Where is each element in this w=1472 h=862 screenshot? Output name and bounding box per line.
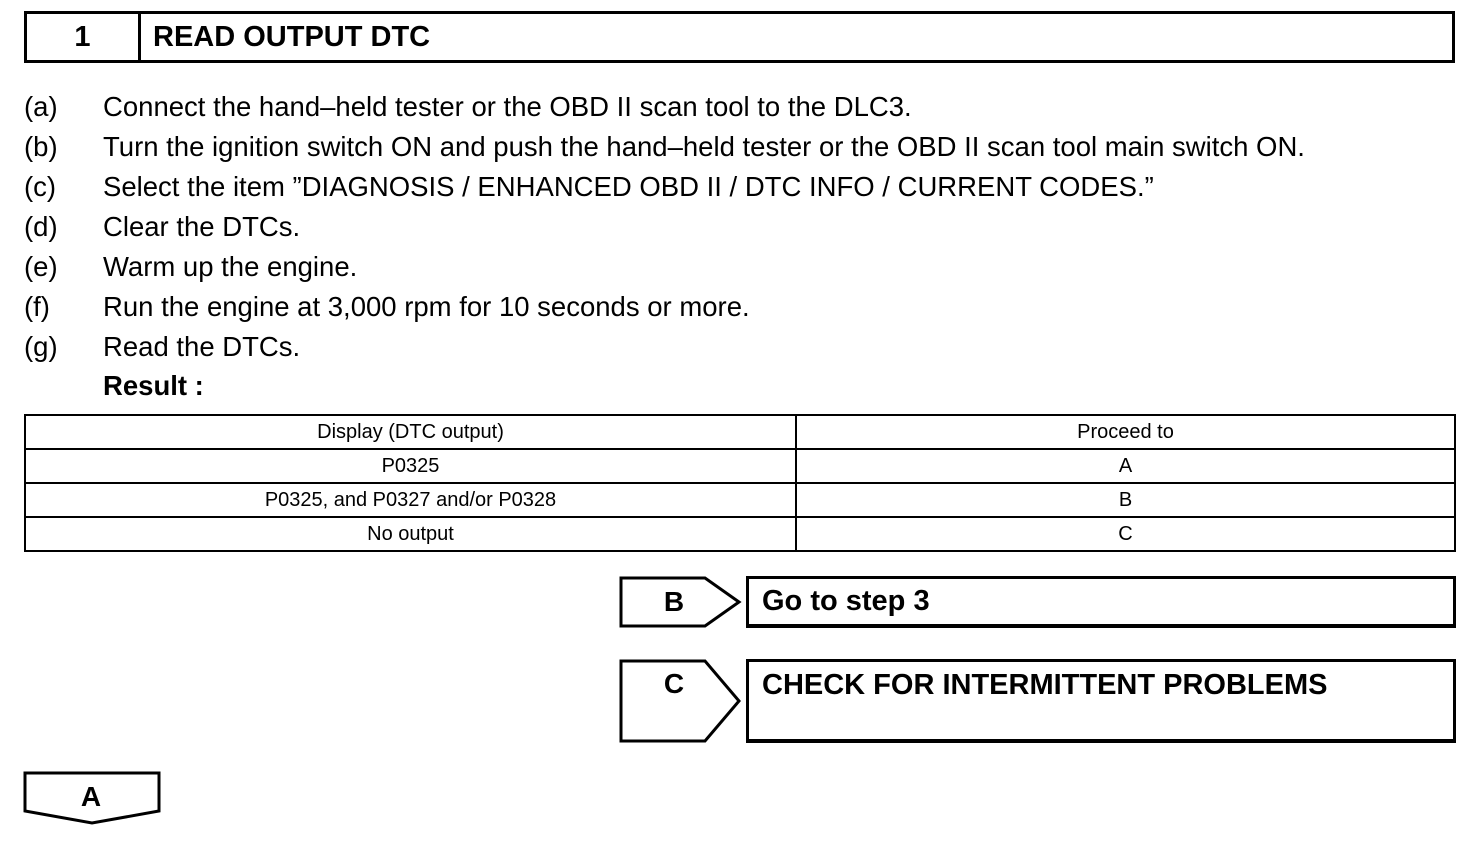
step-header	[24, 11, 1455, 63]
table-header-row	[25, 415, 1455, 449]
table-cell: C	[796, 517, 1455, 551]
outcome-b-letter: B	[663, 586, 685, 617]
step-title: READ OUTPUT DTC	[153, 20, 431, 53]
result-table	[24, 414, 1456, 552]
table-cell: A	[796, 449, 1455, 483]
instruction-e	[24, 247, 357, 287]
instruction-g	[24, 327, 300, 367]
table-cell: B	[796, 483, 1455, 517]
instruction-f	[24, 287, 750, 327]
instruction-label: (e)	[24, 251, 58, 282]
table-cell: No output	[25, 517, 796, 551]
outcome-c-box: CHECK FOR INTERMITTENT PROBLEMS	[746, 659, 1456, 743]
table-cell: P0325, and P0327 and/or P0328	[25, 483, 796, 517]
outcome-b-tag	[619, 576, 743, 628]
instruction-text: Run the engine at 3,000 rpm for 10 seconds or more.	[103, 291, 750, 322]
table-cell: P0325	[25, 449, 796, 483]
instruction-text: Clear the DTCs.	[103, 211, 301, 242]
continue-tag-letter: A	[80, 781, 102, 812]
instruction-label: (c)	[24, 171, 57, 202]
instruction-label: (b)	[24, 131, 58, 162]
outcome-c-tag	[619, 659, 743, 743]
result-label: Result :	[103, 370, 204, 401]
instruction-d	[24, 207, 300, 247]
instruction-c	[24, 167, 1154, 207]
table-row	[25, 517, 1455, 551]
instruction-b	[24, 127, 1305, 167]
table-row	[25, 483, 1455, 517]
step-number: 1	[27, 14, 141, 60]
instruction-text: Warm up the engine.	[103, 251, 358, 282]
outcome-b-box: Go to step 3	[746, 576, 1456, 628]
instruction-label: (d)	[24, 211, 58, 242]
instruction-text: Read the DTCs.	[103, 331, 301, 362]
instruction-label: (f)	[24, 291, 50, 322]
instruction-text: Turn the ignition switch ON and push the hand–held tester or the OBD II scan tool main switch ON.	[103, 131, 1305, 162]
table-header: Proceed to	[796, 415, 1455, 449]
outcome-c-letter: C	[663, 668, 685, 699]
instruction-text: Connect the hand–held tester or the OBD II scan tool to the DLC3.	[103, 91, 912, 122]
table-header: Display (DTC output)	[25, 415, 796, 449]
table-row	[25, 449, 1455, 483]
instruction-text: Select the item ”DIAGNOSIS / ENHANCED OBD II / DTC INFO / CURRENT CODES.”	[103, 171, 1154, 202]
instruction-a	[24, 87, 912, 127]
instruction-label: (a)	[24, 91, 58, 122]
instruction-label: (g)	[24, 331, 58, 362]
continue-tag	[23, 771, 161, 825]
